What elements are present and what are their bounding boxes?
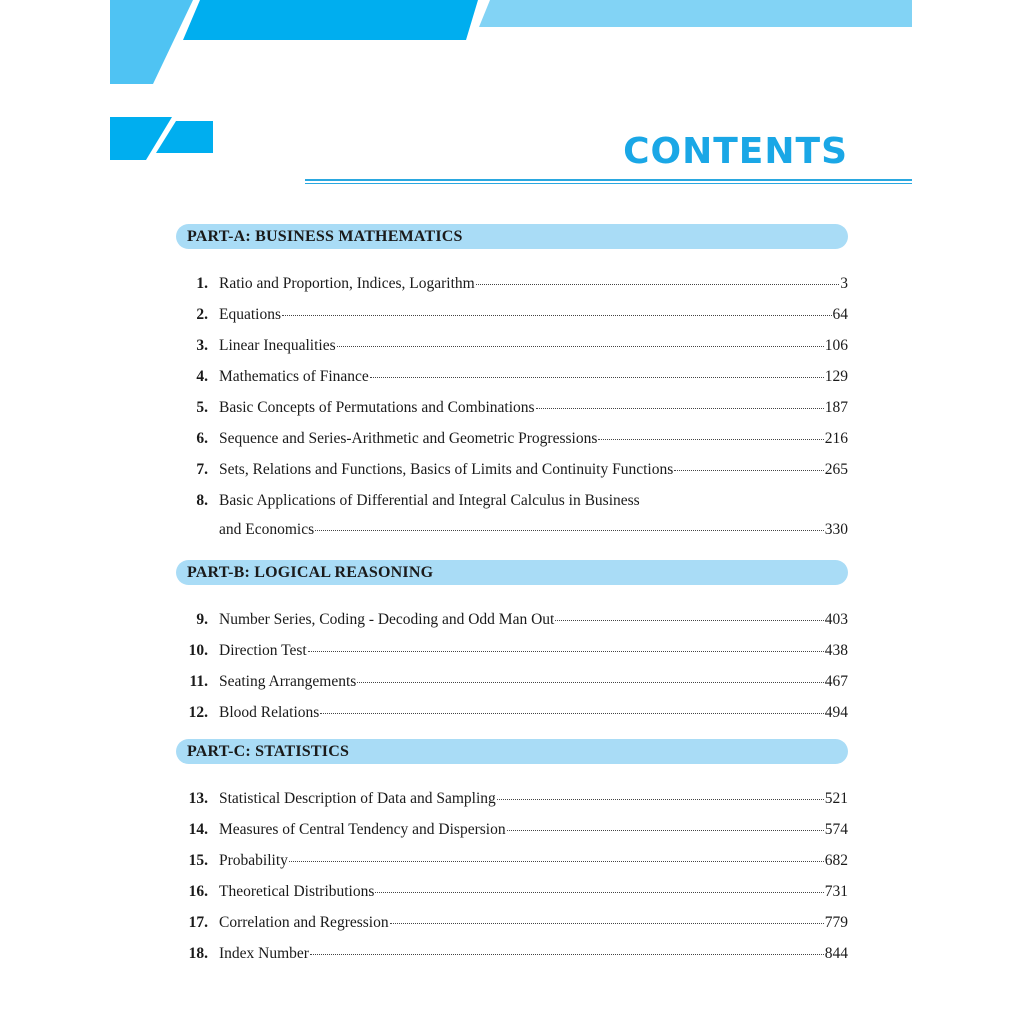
toc-entry[interactable]	[176, 867, 848, 898]
chapter-title[interactable]: Seating Arrangements	[219, 673, 357, 690]
page-number: 265	[824, 461, 848, 478]
toc-entry[interactable]	[176, 774, 848, 805]
chapter-number: 11.	[189, 673, 208, 690]
page-number: 129	[824, 368, 848, 385]
banner-shape-middle	[183, 0, 478, 40]
title-underline-thin	[305, 183, 912, 184]
part-b-heading[interactable]: PART-B: LOGICAL REASONING	[176, 560, 848, 585]
toc-entry[interactable]	[176, 290, 848, 321]
chapter-title[interactable]: Statistical Description of Data and Sampling	[219, 790, 496, 807]
chapter-number: 18.	[188, 945, 208, 962]
toc-entry[interactable]	[176, 595, 848, 626]
dot-leader	[476, 284, 840, 285]
dot-leader	[674, 470, 824, 471]
dot-leader	[497, 799, 824, 800]
toc-entry[interactable]	[176, 805, 848, 836]
chapter-number: 7.	[196, 461, 208, 478]
toc-entry[interactable]	[176, 259, 848, 290]
chapter-title[interactable]: Sequence and Series-Arithmetic and Geometric Progressions	[219, 430, 598, 447]
page-number: 64	[832, 306, 848, 323]
dot-leader	[282, 315, 832, 316]
dot-leader	[310, 954, 824, 955]
part-b-chapter-list	[176, 595, 848, 719]
dot-leader	[357, 682, 823, 683]
title-underline	[305, 179, 912, 185]
toc-entry[interactable]	[176, 476, 848, 536]
chapter-title[interactable]: Blood Relations	[219, 704, 320, 721]
chapter-number: 1.	[196, 275, 208, 292]
page-number: 844	[824, 945, 848, 962]
toc-entry[interactable]	[176, 445, 848, 476]
table-of-contents	[176, 224, 848, 960]
toc-entry[interactable]	[176, 321, 848, 352]
chapter-title[interactable]: Ratio and Proportion, Indices, Logarithm	[219, 275, 475, 292]
page-number: 682	[824, 852, 848, 869]
page-number: 330	[824, 521, 848, 538]
page-number: 494	[824, 704, 848, 721]
toc-entry[interactable]	[176, 929, 848, 960]
page-number: 521	[824, 790, 848, 807]
chapter-number: 6.	[196, 430, 208, 447]
page-number: 3	[840, 275, 848, 292]
chapter-title[interactable]: Theoretical Distributions	[219, 883, 375, 900]
page-title: CONTENTS	[623, 131, 848, 172]
dot-leader	[289, 861, 824, 862]
toc-entry[interactable]	[176, 898, 848, 929]
chapter-title[interactable]: Equations	[219, 306, 281, 323]
dot-leader	[375, 892, 823, 893]
toc-entry[interactable]	[176, 626, 848, 657]
toc-entry[interactable]	[176, 383, 848, 414]
dot-leader	[536, 408, 824, 409]
dot-leader	[507, 830, 824, 831]
chapter-number: 8.	[196, 492, 208, 509]
dot-leader	[308, 651, 824, 652]
dot-leader	[598, 439, 823, 440]
page-number: 438	[824, 642, 848, 659]
chapter-title-line-1[interactable]: Basic Applications of Differential and Integral Calculus in Business	[219, 492, 640, 509]
chapter-number: 16.	[188, 883, 208, 900]
dot-leader	[370, 377, 824, 378]
page-number: 731	[824, 883, 848, 900]
toc-entry[interactable]	[176, 688, 848, 719]
dot-leader	[390, 923, 824, 924]
part-c-heading[interactable]: PART-C: STATISTICS	[176, 739, 848, 764]
chapter-number: 10.	[188, 642, 208, 659]
chapter-number: 17.	[188, 914, 208, 931]
chapter-title-line-2[interactable]: and Economics	[219, 521, 315, 538]
page-number: 574	[824, 821, 848, 838]
toc-entry[interactable]	[176, 836, 848, 867]
chapter-title[interactable]: Measures of Central Tendency and Dispersion	[219, 821, 506, 838]
chapter-number: 2.	[196, 306, 208, 323]
chapter-number: 13.	[188, 790, 208, 807]
chapter-title[interactable]: Direction Test	[219, 642, 307, 659]
chapter-number: 4.	[196, 368, 208, 385]
chapter-number: 14.	[188, 821, 208, 838]
banner-shape-left	[110, 0, 193, 84]
chapter-number: 3.	[196, 337, 208, 354]
header-banner-decoration	[0, 0, 1024, 200]
chapter-title[interactable]: Sets, Relations and Functions, Basics of Limits and Continuity Functions	[219, 461, 674, 478]
dot-leader	[320, 713, 823, 714]
chapter-title[interactable]: Mathematics of Finance	[219, 368, 369, 385]
chapter-number: 5.	[196, 399, 208, 416]
side-tab-shape-left	[110, 117, 172, 160]
page-number: 403	[824, 611, 848, 628]
chapter-number: 12.	[188, 704, 208, 721]
chapter-number: 15.	[188, 852, 208, 869]
page-number: 467	[824, 673, 848, 690]
chapter-title[interactable]: Correlation and Regression	[219, 914, 389, 931]
title-underline-thick	[305, 179, 912, 181]
dot-leader	[555, 620, 823, 621]
chapter-title[interactable]: Number Series, Coding - Decoding and Odd Man Out	[219, 611, 555, 628]
side-tab-shape-right	[156, 121, 213, 153]
page-number: 187	[824, 399, 848, 416]
banner-shape-right	[479, 0, 912, 27]
page-number: 779	[824, 914, 848, 931]
toc-entry[interactable]	[176, 414, 848, 445]
part-c-chapter-list	[176, 774, 848, 960]
chapter-number: 9.	[196, 611, 208, 628]
chapter-title[interactable]: Index Number	[219, 945, 309, 962]
part-a-chapter-list	[176, 259, 848, 536]
part-a-heading[interactable]: PART-A: BUSINESS MATHEMATICS	[176, 224, 848, 249]
dot-leader	[337, 346, 824, 347]
dot-leader	[315, 530, 824, 531]
chapter-title[interactable]: Basic Concepts of Permutations and Combinations	[219, 399, 535, 416]
page-number: 216	[824, 430, 848, 447]
toc-entry[interactable]	[176, 352, 848, 383]
chapter-title[interactable]: Linear Inequalities	[219, 337, 336, 354]
chapter-title[interactable]: Probability	[219, 852, 288, 869]
page-number: 106	[824, 337, 848, 354]
toc-entry[interactable]	[176, 657, 848, 688]
